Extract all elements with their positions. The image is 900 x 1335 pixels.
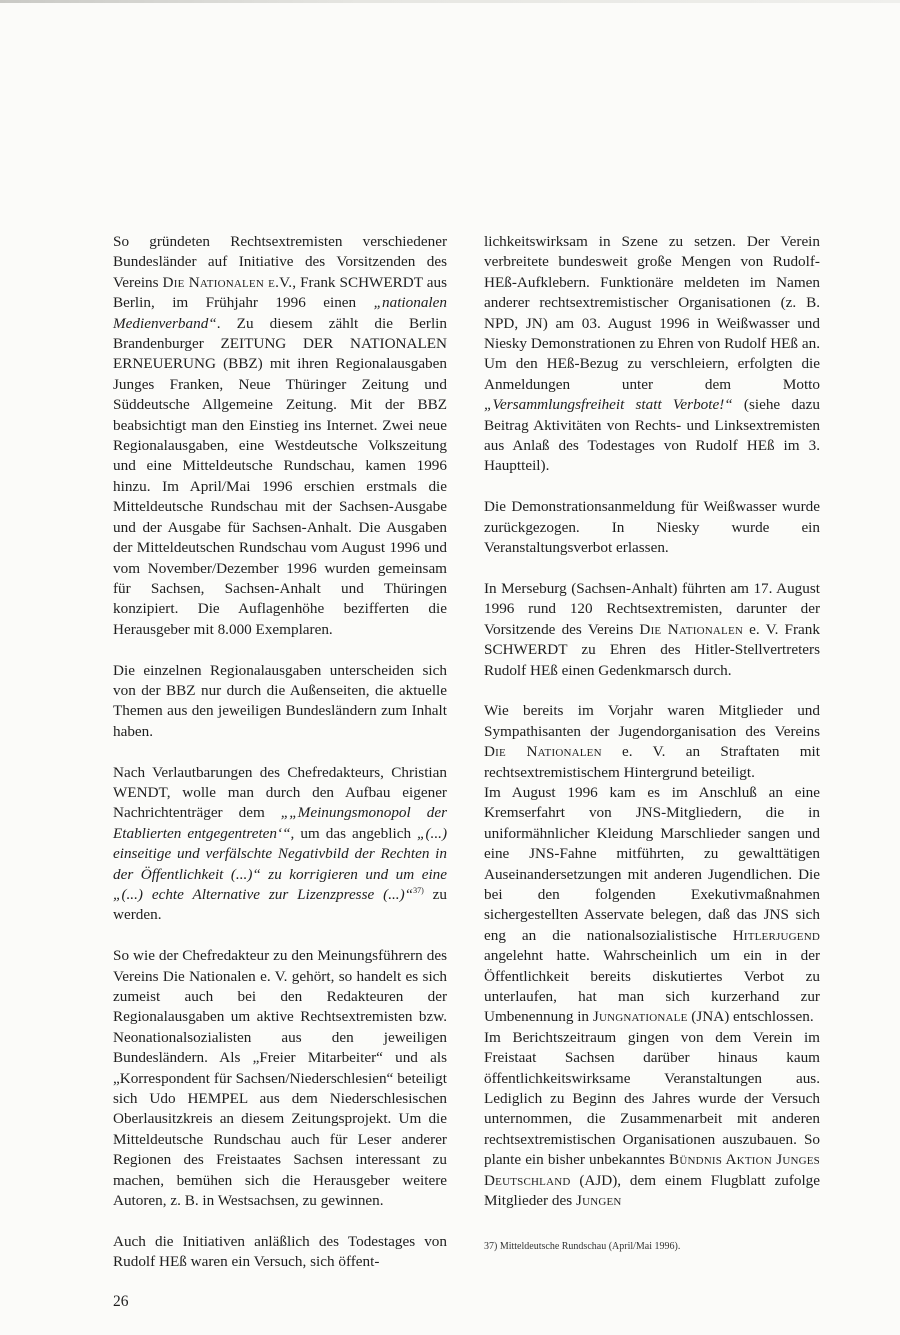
org-name: Bündnis Aktion Junges Deutschland bbox=[484, 1151, 821, 1189]
paragraph: Die Demonstrationsanmeldung für Weißwasser wurde zurückgezogen. In Niesky wurde ein Veranstaltungsverbot erlassen. bbox=[484, 498, 820, 557]
paragraph: Nach Verlautbarungen des Chefredakteurs, Christian WENDT, wolle man durch den Aufbau eigener Nachrichtenträger dem „„Meinungsmonopol der Etablierten entgegentreten‘“, um das angeblich „(...) einseitige und verfälschte Negativbild der Rechten in der Öffentlichkeit (...)“ zu korrigieren und um eine „(...) echte Alternative zur Lizenzpresse (...)“$^{37)}$ zu werden. bbox=[113, 763, 447, 924]
right-column bbox=[484, 232, 820, 1211]
paragraph: Auch die Initiativen anläßlich des Todestages von Rudolf HEß waren ein Versuch, sich öffent- bbox=[113, 1232, 447, 1271]
paragraph: Wie bereits im Vorjahr waren Mitglieder und Sympathisanten der Jugendorganisation des Vereins Die Nationalen e. V. an Straftaten mit rechtsextremistischem Hintergrund beteiligt. bbox=[484, 702, 820, 781]
paragraph: Im August 1996 kam es im Anschluß an eine Kremserfahrt von JNS-Mitgliedern, die in uniformähnlicher Kleidung Marschlieder sangen und eine JNS-Fahne mitführten, zu gewalttätigen Auseinandersetzungen mit anderen Jugendlichen. Die bei den folgenden Exekutivmaßnahmen sichergestellten Asservate belegen, daß das JNS sich eng an die nationalsozialistische Hitlerjugend angelehnt hatte. Wahrscheinlich um ein in der Öffentlichkeit bereits diskutiertes Verbot zu unterlaufen, hat man sich kurzerhand zur Umbenennung in Jungnationale (JNA) entschlossen. bbox=[484, 783, 820, 1026]
page-number: 26 bbox=[113, 1293, 129, 1310]
paragraph: So gründeten Rechtsextremisten verschiedener Bundesländer auf Initiative des Vorsitzenden des Vereins Die Nationalen e.V., Frank SCHWERDT aus Berlin, im Frühjahr 1996 einen „nationalen Medienverband“. Zu diesem zählt die Berlin Brandenburger ZEITUNG DER NATIONALEN ERNEUERUNG (BBZ) mit ihren Regionalausgaben Junges Franken, Neue Thüringer Zeitung und Süddeutsche Allgemeine Zeitung. Mit der BBZ beabsichtigt man den Einstieg ins Internet. Zwei neue Regionalausgaben, eine Westdeutsche Volkszeitung und eine Mitteldeutsche Rundschau, kamen 1996 hinzu. Im April/Mai 1996 erschien erstmals die Mitteldeutsche Rundschau mit der Sachsen-Ausgabe und der Ausgabe für Sachsen-Anhalt. Die Ausgaben der Mitteldeutschen Rundschau vom August 1996 und vom November/Dezember 1996 wurden gemeinsam für Sachsen, Sachsen-Anhalt und Thüringen konzipiert. Die Auflagenhöhe bezifferten die Herausgeber mit 8.000 Exemplaren. bbox=[113, 233, 448, 638]
paragraph: So wie der Chefredakteur zu den Meinungsführern des Vereins Die Nationalen e. V. gehört, so handelt es sich zumeist auch bei den Redakteuren der Regionalausgaben um aktive Rechtsextremisten bzw. Neonationalsozialisten aus den jeweiligen Bundesländern. Als „Freier Mitarbeiter“ und als „Korrespondent für Sachsen/Niederschlesien“ beteiligt sich Udo HEMPEL aus dem Niederschlesischen Oberlausitzkreis an diesem Zeitungsprojekt. Um die Mitteldeutsche Rundschau auch für Leser anderer Regionen des Freistaates Sachsen interessant zu machen, bemühen sich die Herausgeber weitere Autoren, z. B. in Westsachsen, zu gewinnen. bbox=[113, 947, 447, 1210]
quote: „Versammlungsfreiheit statt Verbote!“ bbox=[484, 396, 733, 414]
org-name: Jungen bbox=[575, 1192, 622, 1210]
paragraph: Im Berichtszeitraum gingen von dem Verein im Freistaat Sachsen darüber hinaus kaum öffentlichkeitswirksame Veranstaltungen aus. Lediglich zu Beginn des Jahres wurde der Versuch unternommen, die Zusammenarbeit mit anderen rechtsextremistischen Organisationen auszubauen. So plante ein bisher unbekanntes Bündnis Aktion Junges Deutschland (AJD), dem einem Flugblatt zufolge Mitglieder des Jungen bbox=[484, 1028, 821, 1210]
org-name: Hitlerjugend bbox=[732, 926, 820, 944]
org-name: Die Nationalen e.V. bbox=[162, 273, 293, 291]
org-name: Die Nationalen bbox=[484, 743, 602, 761]
footnote: 37) Mitteldeutsche Rundschau (April/Mai 1996). bbox=[484, 1241, 681, 1252]
paragraph: Die einzelnen Regionalausgaben unterscheiden sich von der BBZ nur durch die Außenseiten, die aktuelle Themen aus den jeweiligen Bundesländern zum Inhalt haben. bbox=[113, 661, 447, 740]
org-name: Jungnationale bbox=[592, 1008, 688, 1026]
paragraph: lichkeitswirksam in Szene zu setzen. Der Verein verbreitete bundesweit große Mengen von Rudolf-HEß-Aufklebern. Funktionäre meldeten im Namen anderer rechtsextremistischer Organisationen (z. B. NPD, JN) am 03. August 1996 in Weißwasser und Niesky Demonstrationen zu Ehren von Rudolf HEß an. Um den HEß-Bezug zu verschleiern, erfolgten die Anmeldungen unter dem Motto „Versammlungsfreiheit statt Verbote!“ (siehe dazu Beitrag Aktivitäten von Rechts- und Linksextremisten aus Anlaß des Todestages von Rudolf HEß im 3. Hauptteil). bbox=[484, 233, 820, 475]
left-column bbox=[113, 232, 447, 1293]
quote: „„Meinungsmonopol der Etablierten entgegentreten‘“ bbox=[113, 804, 447, 842]
scan-edge-line bbox=[0, 0, 900, 3]
org-name: Die Nationalen bbox=[639, 620, 744, 638]
quote: „nationalen Medienverband“ bbox=[113, 294, 447, 332]
paragraph: In Merseburg (Sachsen-Anhalt) führten am 17. August 1996 rund 120 Rechtsextremisten, darunter der Vorsitzende des Vereins Die Nationalen e. V. Frank SCHWERDT zu Ehren des Hitler-Stellvertreters Rudolf HEß einen Gedenkmarsch durch. bbox=[484, 579, 820, 679]
footnote-ref: 37) bbox=[413, 885, 424, 895]
quote: „(...) einseitige und verfälschte Negativbild der Rechten in der Öffentlichkeit (...)“ zu korrigieren und um eine „(...) echte Alternative zur Lizenzpresse (...)“ bbox=[113, 824, 447, 903]
